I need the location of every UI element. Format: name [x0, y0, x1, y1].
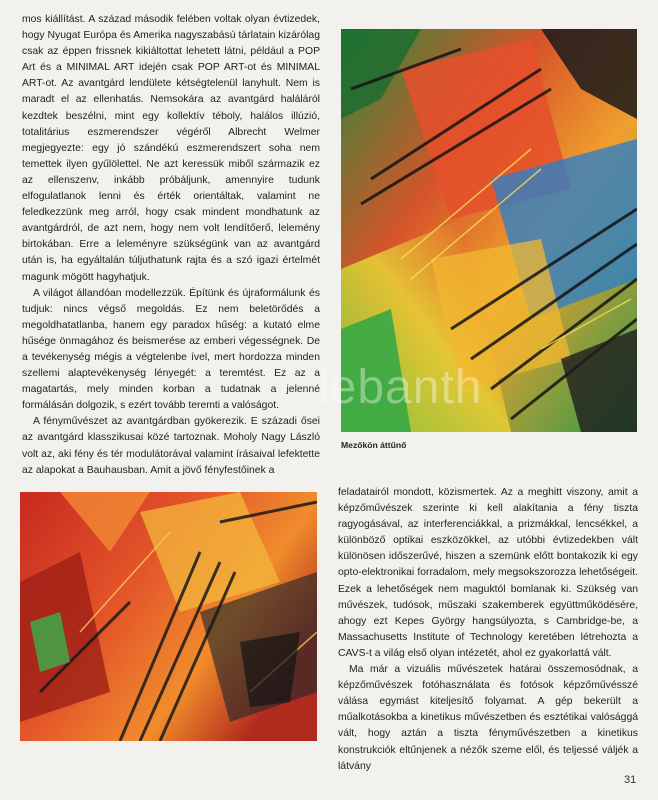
abstract-light-art-image	[20, 492, 317, 741]
paragraph: feladatairól mondott, közismertek. Az a meghitt viszony, amit a képzőművészek szerinte ki kell alakítania a fény tiszta ragyogásával, az interferenciákkal, a prizmákkal, lencsékkel, a különböző optikai eszközökkel, az utóbbi évtizedekben vált különösen időszerűvé, hiszen a szemünk előtt bontakozik ki egy opto-elektronikai forradalom, mely megsokszorozza lehetőségeit. Ezek a lehetőségek nem maguktól bomlanak ki. Szükség van művészek, tudósok, műszaki szakemberek együttműködésére, ahogy ezt Kepes György hangsúlyozta, s Cambridge-be, a Massachusetts Institute of Technology keretében létrehozta a CAVS-t a világ első olyan intézetét, ahol ez gyakorlattá vált.	[338, 487, 638, 659]
paragraph: A fényművészet az avantgárdban gyökerezik. E századi ősei az avantgárd klasszikusai közé tartoznak. Moholy Nagy László volt az, aki fény és tér modulátorával valamint írásaival lefektette az alapokat a Bauhausban. Amit a jövő fényfestőinek a	[22, 416, 320, 476]
paragraph: mos kiállítást. A század második felében voltak olyan évtizedek, hogy Nyugat Európa és Amerika nagyszabású tárlatain kizárólag csak az éppen frissnek kikiáltottat lehetett látni, például a POP Art és a MINIMAL ART idején csak POP ART-ot és MINIMAL ART-ot. Az avantgárd lendülete kétségtelenül lanyhult. Nem is maradt el az ellenhatás. Nemsokára az avantgárd haláláról kezdtek beszélni, mint egy kollektív téboly, halálos illúzió, totalitárius eszmerendszer végéről Albrecht Welmer megjegyezte: egy jó szándékú eszmerendszert soha nem temettek ilyen gyűlölettel. Ne azt keressük miből származik ez az ellenszenv, inkább próbáljunk, amennyire tudunk elfogulatlanok lenni és érték orientáltak, valamint ne feledkezzünk meg arról, hogy csak mindent mondhatunk az avantgárdról, de azt nem, hogy nem volt lendítőerő, lelemény birtokában. Erre a leleményre szükségünk van az avantgárd után is, ha egyáltalán túljuthatunk rajta és a szó igazi értelmét magunk mögött hagyhatjuk.	[22, 14, 320, 283]
light-art-photo-bottom	[20, 492, 317, 741]
right-text-column	[338, 485, 638, 775]
left-text-column	[22, 12, 320, 479]
paragraph: Ma már a vizuális művészetek határai összemosódnak, a képzőművészek fotóhasználata és fotósok képzőművésszé válása egymást kiteljesítő folyamat. A gép bekerült a műalkotásokba a kinetikus művészetben és esztétikai valósággá vált, hogy aztán a tiszta fényművészetben a kinetikus konstrukciók eltűnjenek a nézők szeme elől, és teljessé váljék a látvány	[338, 664, 638, 772]
light-art-photo-top	[341, 29, 637, 432]
page-number: 31	[624, 774, 637, 786]
abstract-light-art-image	[341, 29, 637, 432]
watermark-text: lebanth	[318, 361, 483, 414]
paragraph: A világot állandóan modellezzük. Építünk és újraformálunk és tudjuk: nincs végső megoldás. Ez nem beletörődés a megoldhatatlanba, hanem egy paradox hűség: a kutató elme hűsége önmagához és beismerése az emberi végességnek. De a tevékenység mégis a végtelenbe ível, mert hordozza minden szellemi alaptevékenység lényegét: a teremtést. Ez az a magatartás, mely minden korban a tudatnak a jelenné formálásán dolgozik, s ezért tovább teremti a valóságot.	[22, 287, 320, 412]
photo-caption: Mezőkön áttűnő	[341, 440, 407, 450]
